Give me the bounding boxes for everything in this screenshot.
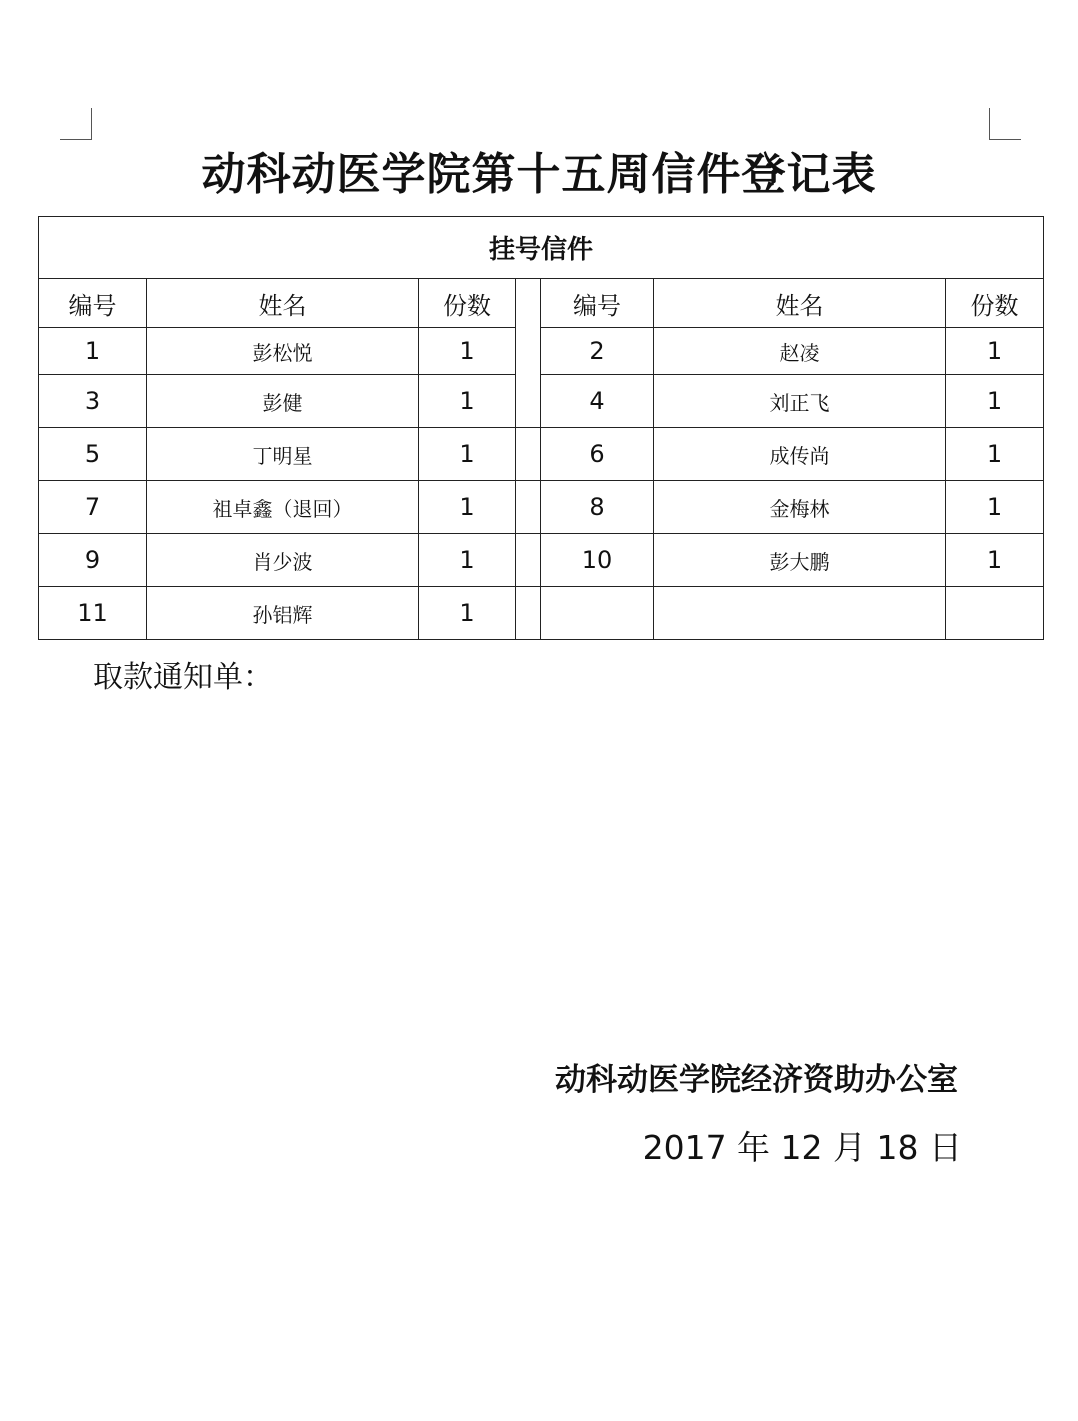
left-number-cell: 9 xyxy=(39,534,147,587)
document-title: 动科动医学院第十五周信件登记表 xyxy=(201,149,877,200)
left-number-cell: 5 xyxy=(39,428,147,481)
left-name-cell: 彭健 xyxy=(147,375,419,428)
left-number-cell: 1 xyxy=(39,328,147,375)
right-name-cell: 赵凌 xyxy=(654,328,946,375)
divider-cell xyxy=(516,587,541,640)
crop-mark-top-right xyxy=(989,108,1021,140)
right-number-cell: 2 xyxy=(541,328,654,375)
left-name-cell: 丁明星 xyxy=(147,428,419,481)
right-number-cell xyxy=(541,587,654,640)
divider-cell xyxy=(516,428,541,481)
right-name-cell: 金梅林 xyxy=(654,481,946,534)
table-row xyxy=(39,428,1044,481)
table-divider xyxy=(516,279,541,428)
right-copies-cell: 1 xyxy=(946,481,1044,534)
issuing-office: 动科动医学院经济资助办公室 xyxy=(555,1062,958,1098)
right-name-cell: 刘正飞 xyxy=(654,375,946,428)
left-copies-cell: 1 xyxy=(419,534,516,587)
header-name-left: 姓名 xyxy=(147,279,419,328)
right-name-cell: 彭大鹏 xyxy=(654,534,946,587)
left-copies-cell: 1 xyxy=(419,587,516,640)
left-name-cell: 彭松悦 xyxy=(147,328,419,375)
header-number-left: 编号 xyxy=(39,279,147,328)
left-copies-cell: 1 xyxy=(419,328,516,375)
table-row xyxy=(39,587,1044,640)
right-copies-cell: 1 xyxy=(946,534,1044,587)
right-copies-cell: 1 xyxy=(946,375,1044,428)
right-number-cell: 8 xyxy=(541,481,654,534)
table-row xyxy=(39,375,1044,428)
left-copies-cell: 1 xyxy=(419,481,516,534)
right-name-cell: 成传尚 xyxy=(654,428,946,481)
left-name-cell: 孙铝辉 xyxy=(147,587,419,640)
section-title: 挂号信件 xyxy=(39,217,1044,279)
table-row xyxy=(39,534,1044,587)
section-header-row xyxy=(39,217,1044,279)
left-number-cell: 3 xyxy=(39,375,147,428)
left-name-cell: 祖卓鑫（退回） xyxy=(147,481,419,534)
registered-mail-table xyxy=(38,216,1044,640)
left-number-cell: 7 xyxy=(39,481,147,534)
right-number-cell: 4 xyxy=(541,375,654,428)
header-copies-left: 份数 xyxy=(419,279,516,328)
left-copies-cell: 1 xyxy=(419,375,516,428)
right-copies-cell: 1 xyxy=(946,328,1044,375)
withdrawal-notice-label: 取款通知单： xyxy=(93,660,273,695)
left-name-cell: 肖少波 xyxy=(147,534,419,587)
header-copies-right: 份数 xyxy=(946,279,1044,328)
table-row xyxy=(39,328,1044,375)
crop-mark-top-left xyxy=(60,108,92,140)
right-name-cell xyxy=(654,587,946,640)
column-header-row xyxy=(39,279,1044,328)
issue-date: 2017 年 12 月 18 日 xyxy=(642,1128,962,1167)
header-name-right: 姓名 xyxy=(654,279,946,328)
right-number-cell: 10 xyxy=(541,534,654,587)
divider-cell xyxy=(516,481,541,534)
right-number-cell: 6 xyxy=(541,428,654,481)
left-number-cell: 11 xyxy=(39,587,147,640)
right-copies-cell: 1 xyxy=(946,428,1044,481)
left-copies-cell: 1 xyxy=(419,428,516,481)
header-number-right: 编号 xyxy=(541,279,654,328)
divider-cell xyxy=(516,534,541,587)
table-row xyxy=(39,481,1044,534)
right-copies-cell xyxy=(946,587,1044,640)
